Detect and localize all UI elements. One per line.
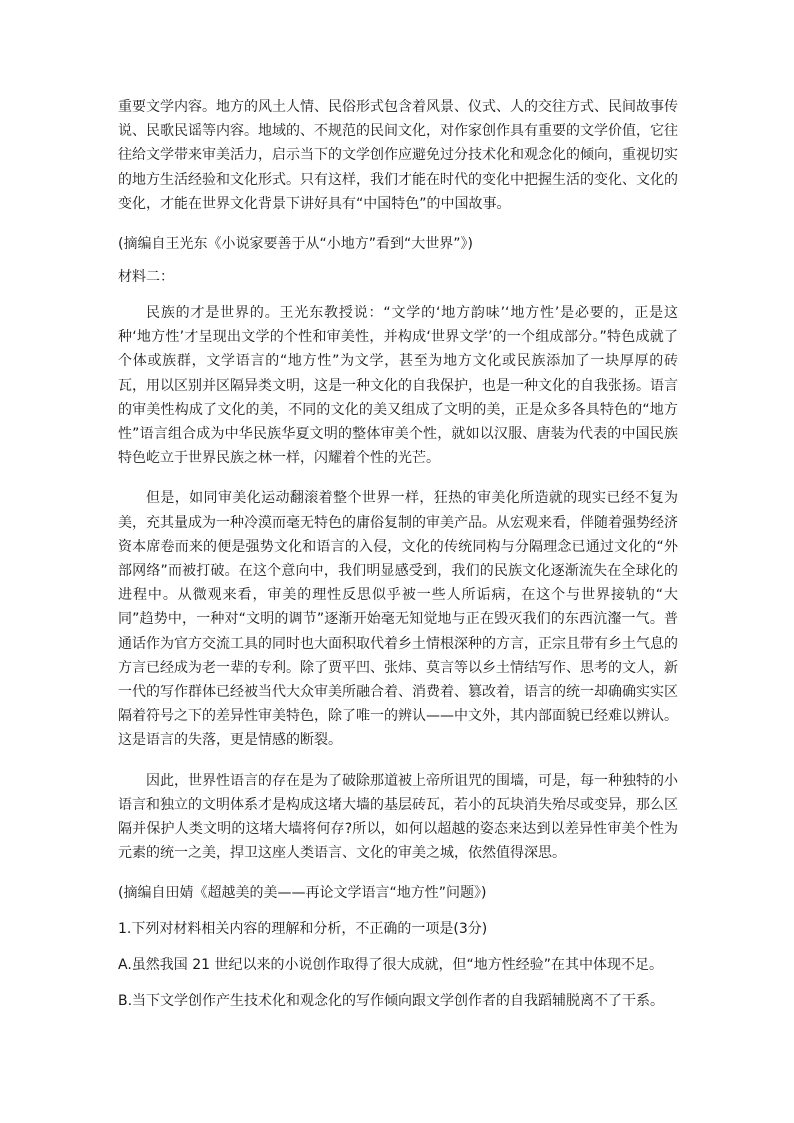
question-option-a: A.虽然我国 21 世纪以来的小说创作取得了很大成就，但“地方性经验”在其中体现不足。 xyxy=(118,957,663,974)
question-option-b: B.当下文学创作产生技术化和观念化的写作倾向跟文学创作者的自我蹈辅脱离不了干系。 xyxy=(118,993,665,1010)
document-page xyxy=(118,95,678,1013)
paragraph-material-2-3: 因此，世界性语言的存在是为了破除那道被上帝所诅咒的围墙，可是，每一种独特的小语言和独立的文明体系才是构成这堵大墙的基层砖瓦，若小的瓦块消失殆尽或变异，那么区隔并保护人类文明的这堵大墙将何存?所以，如何以超越的姿态来达到以差异性审美个性为元素的统一之美，捍卫这座人类语言、文化的审美之城，依然值得深思。 xyxy=(118,772,678,862)
question-stem: 1.下列对材料相关内容的理解和分析，不正确的一项是(3分) xyxy=(118,921,488,938)
paragraph-material-2-2: 但是，如同审美化运动翻滚着整个世界一样，狂热的审美化所造就的现实已经不复为美，充其量成为一种冷漠而毫无特色的庸俗复制的审美产品。从宏观来看，伴随着强势经济资本席卷而来的便是强势文化和语言的入侵，文化的传统同构与分隔理念已通过文化的“外部网络”而被打破。在这个意向中，我们明显感受到，我们的民族文化逐渐流失在全球化的进程中。从微观来看，审美的理性反思似乎被一些人所诟病，在这个与世界接轨的“大同”趋势中，一种对“文明的调节”逐渐开始毫无知觉地与正在毁灭我们的东西沆瀣一气。普通话作为官方交流工具的同时也大面积取代着乡土情根深种的方言，正宗且带有乡土气息的方言已经成为老一辈的专利。除了贾平凹、张炜、莫言等以乡土情结写作、思考的文人，新一代的写作群体已经被当代大众审美所融合着、消费着、篡改着，语言的统一却确确实实区隔着符号之下的差异性审美特色，除了唯一的辨认——中文外，其内部面貌已经难以辨认。这是语言的失落，更是情感的断裂。 xyxy=(118,490,678,749)
source-citation-1: (摘编自王光东《小说家要善于从“小地方”看到“大世界”》) xyxy=(118,236,473,253)
paragraph-continued: 重要文学内容。地方的风土人情、民俗形式包含着风景、仪式、人的交往方式、民间故事传说、民歌民谣等内容。地域的、不规范的民间文化，对作家创作具有重要的文学价值，它往往给文学带来审美活力，启示当下的文学创作应避免过分技术化和观念化的倾向，重视切实的地方生活经验和文化形式。只有这样，我们才能在时代的变化中把握生活的变化、文化的变化，才能在世界文化背景下讲好具有“中国特色”的中国故事。 xyxy=(118,99,678,212)
material-2-label: 材料二： xyxy=(118,269,174,286)
source-citation-2: (摘编自田婧《超越美的美——再论文学语言“地方性”问题》) xyxy=(118,885,487,902)
paragraph-material-2-1: 民族的才是世界的。王光东教授说：“文学的‘地方韵味’‘地方性’是必要的，正是这种‘地方性’才呈现出文学的个性和审美性，并构成‘世界文学’的一个组成部分。”特色成就了个体或族群，文学语言的“地方性”为文学，甚至为地方文化或民族添加了一块厚厚的砖瓦，用以区别并区隔异类文明，这是一种文化的自我保护，也是一种文化的自我张扬。语言的审美性构成了文化的美，不同的文化的美又组成了文明的美，正是众多各具特色的“地方性”语言组合成为中华民族华夏文明的整体审美个性，就如以汉服、唐装为代表的中国民族特色屹立于世界民族之林一样，闪耀着个性的光芒。 xyxy=(118,305,678,467)
